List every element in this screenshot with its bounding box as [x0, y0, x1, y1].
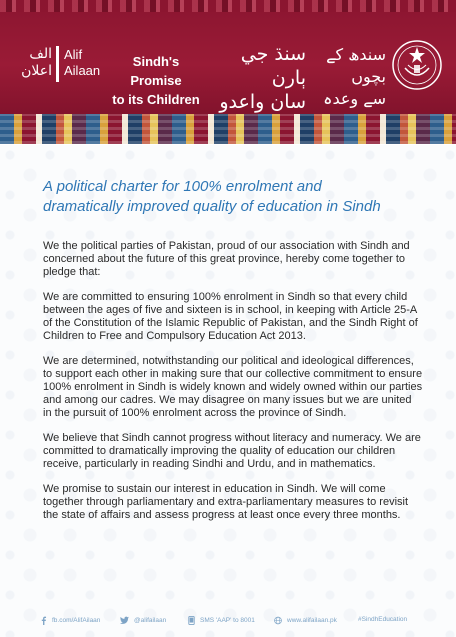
logo-en-line1: Alif	[64, 47, 83, 62]
website-link[interactable]: www.alifailaan.pk	[287, 617, 337, 624]
footer-website[interactable]	[274, 616, 337, 625]
sindhi-line1: سنڌ جي ٻارن	[240, 43, 306, 89]
urdu-line2: سے وعدہ	[323, 89, 386, 108]
header-decorative-stripe	[0, 0, 456, 12]
urdu-line1: سندھ کے بچوں	[326, 45, 386, 86]
footer-contacts	[0, 612, 456, 632]
paragraph: We the political parties of Pakistan, proud of our association with Sindh and concerned about the future of this great province, hereby come together to pledge that:	[43, 240, 410, 278]
globe-icon	[274, 616, 282, 625]
logo-divider	[56, 46, 59, 82]
paragraph: We believe that Sindh cannot progress without literacy and numeracy. We are committed to dramatically improving the quality of education our children receive, particularly in reading Sindhi and Urdu, and in mathematics.	[43, 432, 421, 470]
footer-facebook[interactable]	[40, 616, 100, 625]
promise-line1: Sindh's Promise	[130, 54, 182, 88]
decorative-tile-band	[0, 114, 456, 144]
phone-icon	[188, 616, 195, 625]
alif-ailaan-logo[interactable]	[14, 46, 101, 86]
sindhi-line2: سان واعدو	[219, 91, 306, 113]
logo-en-line2: Ailaan	[64, 63, 101, 78]
header-banner	[0, 0, 456, 118]
paragraph: We are determined, notwithstanding our political and ideological differences, to support each other in making sure that our collective commitment to ensure 100% enrolment in Sindh is widely known and widely owned within our parties and among our cadres. We may disagree on many issues but we are united in the pursuit of 100% enrolment across the province of Sindh.	[43, 355, 423, 419]
facebook-icon	[40, 616, 47, 625]
footer-sms	[188, 616, 255, 625]
sindh-emblem-icon	[390, 38, 444, 92]
paragraph: We are committed to ensuring 100% enrolment in Sindh so that every child between the ages of five and sixteen is in school, in keeping with Article 25-A of the Constitution of the Islamic Republic of Pakistan, and the Sindh Right of Children to Free and Compulsory Education Act 2013.	[43, 291, 418, 342]
footer-twitter[interactable]	[120, 616, 166, 625]
charter-body	[43, 240, 423, 534]
footer-hashtag[interactable]	[358, 616, 407, 623]
twitter-icon	[120, 616, 129, 625]
subtitle-line1: A political charter for 100% enrolment and	[43, 178, 322, 195]
header-urdu-title	[308, 44, 386, 110]
promise-line2: to its Children	[112, 92, 200, 107]
twitter-link[interactable]: @alifailaan	[134, 617, 167, 624]
logo-urdu-text: الف اعلان	[21, 46, 52, 79]
header-promise-title	[108, 52, 204, 109]
header-sindhi-title	[212, 42, 306, 114]
hashtag-link[interactable]: #SindhEducation	[358, 616, 408, 623]
paragraph: We promise to sustain our interest in education in Sindh. We will come together through parliamentary and extra-parliamentary measures to revisit the state of affairs and assess progress at least once every three months.	[43, 483, 409, 521]
facebook-link[interactable]: fb.com/AlifAilaan	[52, 617, 101, 624]
charter-subtitle	[43, 177, 433, 217]
sms-text: SMS 'AAP' to 8001	[200, 617, 255, 624]
subtitle-line2: dramatically improved quality of education in Sindh	[43, 198, 381, 215]
logo-english-text	[64, 47, 100, 79]
